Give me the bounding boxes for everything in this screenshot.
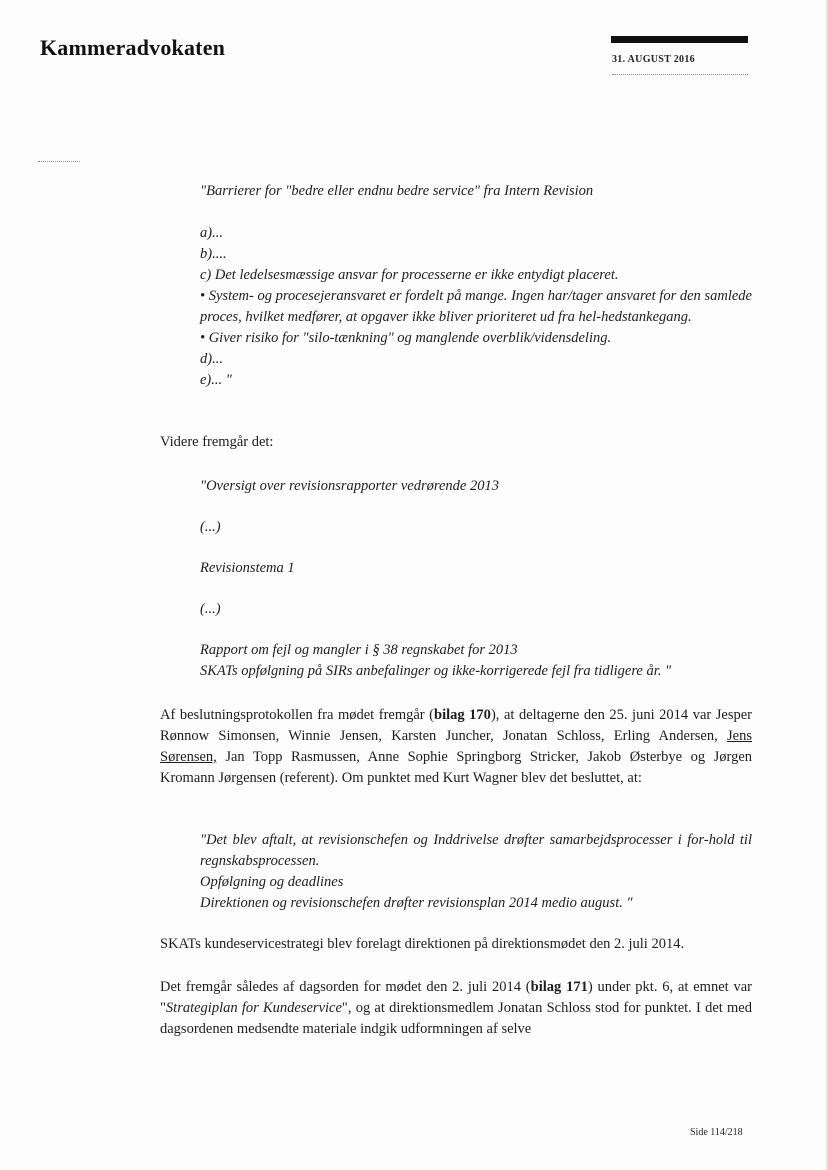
paragraph-dagsorden <box>160 977 752 1040</box>
quote-title: "Barrierer for "bedre eller endnu bedre service" fra Intern Revision <box>200 183 594 199</box>
quote2-tema: Revisionstema 1 <box>200 560 295 576</box>
text-segment: Jan Topp Rasmussen, Anne Sophie Springborg Stricker, Jakob Østerbye og Jørgen Kromann Jørgensen (referent). Om punktet med Kurt Wagner blev det besluttet, at: <box>160 749 752 786</box>
text-segment: ", og at direktionsmedlem Jonatan Schloss stod for punktet. I det med dagsordenen medsendte materiale indgik udformningen af selve <box>160 1000 752 1037</box>
paragraph-beslutning-text <box>160 705 752 789</box>
quote-aftalt <box>200 830 752 914</box>
quote-bullet-1: • System- og procesejeransvaret er fordelt på mange. Ingen har/tager ansvaret for den samlede proces, hvilket medfører, at opgaver ikke bliver prioriteret ud fra hel-hedstankegang. <box>200 288 752 325</box>
paragraph-kundeservice-text: SKATs kundeservicestrategi blev forelagt direktionen på direktionsmødet den 2. juli 2014. <box>160 936 685 952</box>
header-date: 31. AUGUST 2016 <box>612 54 695 65</box>
underlined-name: Jens Sørensen, <box>160 728 752 765</box>
paragraph-videre <box>160 432 752 453</box>
bilag-reference: bilag 170 <box>434 707 491 723</box>
italic-title: Strategiplan for Kundeservice <box>165 1000 342 1016</box>
paragraph-videre-text: Videre fremgår det: <box>160 434 274 450</box>
quote3-line-3: Direktionen og revisionschefen drøfter revisionsplan 2014 medio august. " <box>200 895 633 911</box>
logo: Kammeradvokaten <box>40 35 226 60</box>
paragraph-beslutning <box>160 705 752 789</box>
margin-dotted-line <box>38 161 80 162</box>
paragraph-dagsorden-text <box>160 977 752 1040</box>
bilag-reference: bilag 171 <box>530 979 588 995</box>
quote-oversigt <box>200 476 752 682</box>
quote2-ellipsis-1: (...) <box>200 519 221 535</box>
quote2-skat: SKATs opfølgning på SIRs anbefalinger og ikke-korrigerede fejl fra tidligere år. " <box>200 663 672 679</box>
quote2-title: "Oversigt over revisionsrapporter vedrørende 2013 <box>200 478 499 494</box>
page-number: Side 114/218 <box>690 1127 743 1138</box>
quote-barrierer <box>200 181 752 391</box>
quote-line-c: c) Det ledelsesmæssige ansvar for processerne er ikke entydigt placeret. <box>200 267 619 283</box>
text-segment: ), at deltagerne den 25. juni 2014 var Jesper Rønnow Simonsen, Winnie Jensen, Karsten Juncher, Jonatan Schloss, Erling Andersen, <box>160 707 752 744</box>
paragraph-kundeservice <box>160 934 752 955</box>
quote-line-d: d)... <box>200 351 223 367</box>
quote-bullet-2: • Giver risiko for "silo-tænkning" og manglende overblik/vidensdeling. <box>200 330 612 346</box>
text-segment: Det fremgår således af dagsorden for mødet den 2. juli 2014 ( <box>160 979 531 995</box>
quote3-line-2: Opfølgning og deadlines <box>200 874 344 890</box>
quote-line-b: b).... <box>200 246 227 262</box>
quote2-rapport: Rapport om fejl og mangler i § 38 regnskabet for 2013 <box>200 642 518 658</box>
header-rule <box>611 36 748 43</box>
quote2-ellipsis-2: (...) <box>200 601 221 617</box>
header-dotted-line <box>612 74 748 75</box>
text-segment: Af beslutningsprotokollen fra mødet fremgår ( <box>160 707 435 723</box>
quote-line-a: a)... <box>200 225 223 241</box>
quote3-line-1: "Det blev aftalt, at revisionschefen og Inddrivelse drøfter samarbejdsprocesser i for-hold til regnskabsprocessen. <box>200 832 752 869</box>
quote-line-e: e)... " <box>200 372 232 388</box>
text-segment: ) under pkt. 6, at emnet var " <box>160 979 752 1016</box>
